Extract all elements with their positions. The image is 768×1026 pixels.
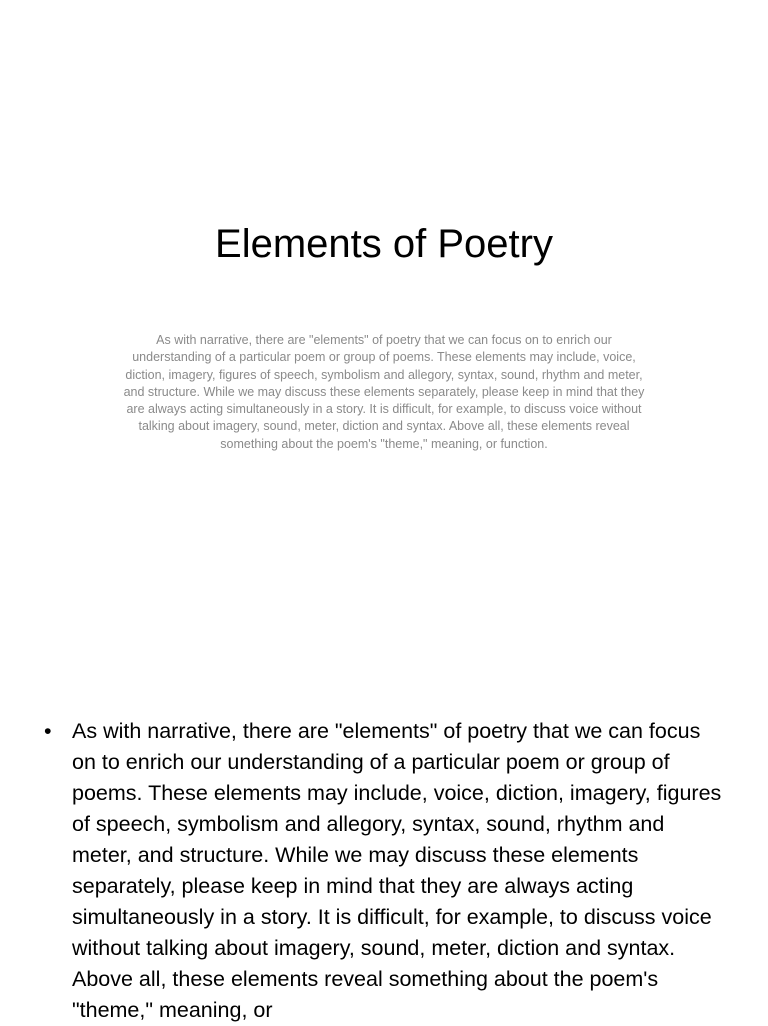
slide-subtitle: As with narrative, there are "elements" of poetry that we can focus on to enrich our understanding of a particular poem or group of poems. These elements may include, voice, diction, imagery, figures of speech, symbolism and allegory, syntax, sound, rhythm and meter, and structure. While we may discuss these elements separately, please keep in mind that they are always acting simultaneously in a story. It is difficult, for example, to discuss voice without talking about imagery, sound, meter, diction and syntax. Above all, these elements reveal something about the poem's "theme," meaning, or function. xyxy=(123,333,645,451)
slide-title: Elements of Poetry xyxy=(215,222,553,266)
notes-bullet-text: As with narrative, there are "elements" of poetry that we can focus on to enrich our understanding of a particular poem or group of poems. These elements may include, voice, diction, imagery, figures of speech, symbolism and allegory, syntax, sound, rhythm and meter, and structure. While we may discuss these elements separately, please keep in mind that they are always acting simultaneously in a story. It is difficult, for example, to discuss voice without talking about imagery, sound, meter, diction and syntax. Above all, these elements reveal something about the poem's "theme," meaning, or xyxy=(72,719,722,1022)
notes-bullet-item xyxy=(40,716,730,1026)
bullet-marker-icon: • xyxy=(44,719,52,743)
notes-bullet-list xyxy=(40,716,730,1026)
